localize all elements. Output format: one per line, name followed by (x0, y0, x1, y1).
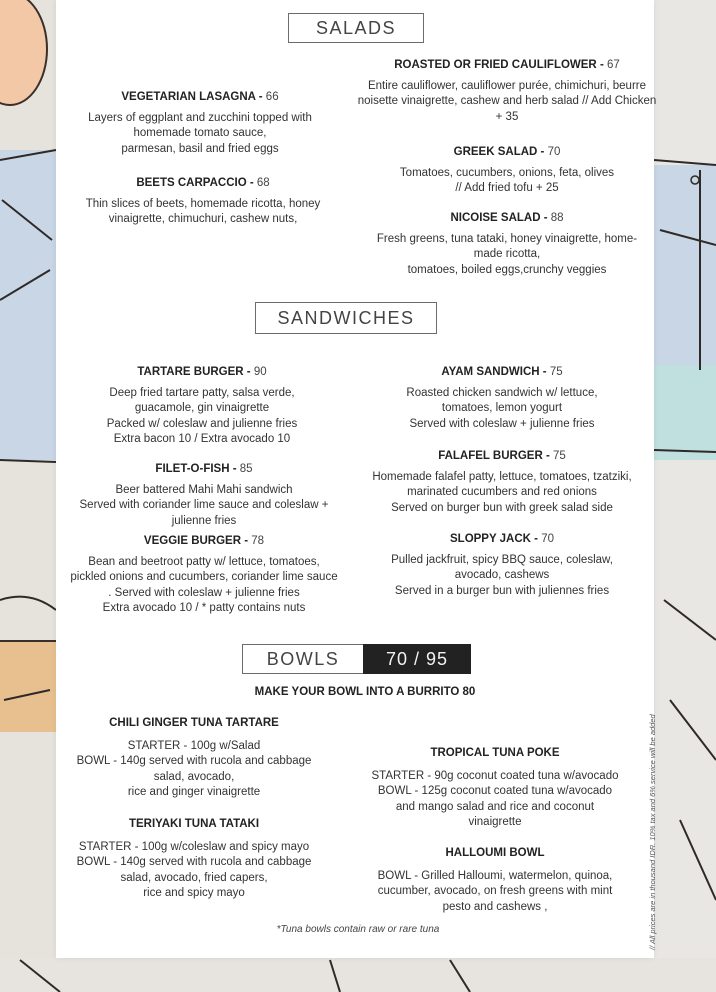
item-price: 78 (251, 535, 265, 547)
menu-item: ROASTED OR FRIED CAULIFLOWER - 67 Entire cauliflower, cauliflower purée, chimichuri, beurre noisette vinaigrette, cashew and herb salad // Add Chicken + 35 (356, 58, 658, 125)
sandwiches-footnote: Extra avocado 10 / * patty contains nuts (102, 602, 306, 614)
menu-item: BEETS CARPACCIO - 68 Thin slices of beets, homemade ricotta, honey vinaigrette, chimuchuri, cashew nuts, (68, 176, 338, 228)
item-description: BOWL - Grilled Halloumi, watermelon, quinoa, cucumber, avocado, on fresh greens with mint pesto and cashews , (377, 869, 613, 913)
item-name: AYAM SANDWICH (441, 366, 540, 378)
item-price: 85 (239, 463, 253, 475)
item-description: STARTER - 100g w/Salad BOWL - 140g served with rucola and cabbage salad, avocado, rice and ginger vinaigrette (76, 739, 312, 798)
menu-item: VEGETARIAN LASAGNA - 66 Layers of eggplant and zucchini topped with homemade tomato sauce, parmesan, basil and fried eggs (70, 90, 330, 157)
item-name: TROPICAL TUNA POKE (430, 747, 560, 759)
menu-item: NICOISE SALAD - 88 Fresh greens, tuna tataki, honey vinaigrette, home-made ricotta, tomatoes, boiled eggs,crunchy veggies (358, 211, 656, 278)
item-price: 75 (553, 450, 566, 462)
menu-item: GREEK SALAD - 70 Tomatoes, cucumbers, onions, feta, olives // Add fried tofu + 25 (382, 145, 632, 197)
item-description: Homemade falafel patty, lettuce, tomatoes, tzatziki, marinated cucumbers and red onions Served on burger bun with greek salad side (372, 470, 632, 514)
menu-item: FALAFEL BURGER - 75 Homemade falafel patty, lettuce, tomatoes, tzatziki, marinated cucumbers and red onions Served on burger bun with greek salad side (368, 449, 636, 516)
tuna-footnote: *Tuna bowls contain raw or rare tuna (276, 924, 440, 935)
item-name: GREEK SALAD (453, 146, 538, 158)
bowls-title: BOWLS (242, 644, 363, 674)
item-description: Entire cauliflower, cauliflower purée, chimichuri, beurre noisette vinaigrette, cashew and herb salad // Add Chicken + 35 (357, 79, 657, 123)
menu-item: AYAM SANDWICH - 75 Roasted chicken sandwich w/ lettuce, tomatoes, lemon yogurt Served with coleslaw + julienne fries (384, 365, 620, 432)
item-description: STARTER - 90g coconut coated tuna w/avocado BOWL - 125g coconut coated tuna w/avocado and mango salad and rice and coconut vinaigrette (371, 769, 619, 828)
item-name: CHILI GINGER TUNA TARTARE (109, 717, 279, 729)
menu-item (62, 716, 326, 801)
item-price: 88 (550, 212, 564, 224)
menu-item: FILET-O-FISH - 85 Beer battered Mahi Mahi sandwich Served with coriander lime sauce and coleslaw + julienne fries (66, 462, 342, 529)
item-price: 70 (547, 146, 561, 158)
item-description: Fresh greens, tuna tataki, honey vinaigrette, home-made ricotta, tomatoes, boiled eggs,crunchy veggies (376, 232, 638, 276)
item-description: Roasted chicken sandwich w/ lettuce, tomatoes, lemon yogurt Served with coleslaw + julienne fries (406, 386, 598, 430)
item-name: VEGETARIAN LASAGNA (121, 91, 256, 103)
sandwiches-heading: SANDWICHES (255, 302, 437, 334)
item-name: HALLOUMI BOWL (445, 847, 545, 859)
item-price: 90 (253, 366, 267, 378)
menu-item: SLOPPY JACK - 70 Pulled jackfruit, spicy BBQ sauce, coleslaw, avocado, cashews Served in a burger bun with juliennes fries (374, 532, 630, 599)
item-price: 68 (256, 177, 270, 189)
item-name: FILET-O-FISH (155, 463, 230, 475)
menu-item (362, 746, 628, 831)
item-description: Pulled jackfruit, spicy BBQ sauce, coleslaw, avocado, cashews Served in a burger bun with juliennes fries (391, 553, 613, 597)
item-price: 66 (265, 91, 279, 103)
item-description: Layers of eggplant and zucchini topped with homemade tomato sauce, parmesan, basil and fried eggs (88, 111, 312, 155)
item-description: Beer battered Mahi Mahi sandwich Served with coriander lime sauce and coleslaw + julienne fries (79, 483, 329, 527)
item-price: 75 (549, 366, 563, 378)
item-description: Tomatoes, cucumbers, onions, feta, olives // Add fried tofu + 25 (399, 166, 615, 194)
item-description: Thin slices of beets, homemade ricotta, honey vinaigrette, chimuchuri, cashew nuts, (85, 197, 321, 225)
bowls-heading (242, 644, 471, 674)
menu-item (362, 846, 628, 915)
item-price: 67 (606, 59, 620, 71)
bowls-price: 70 / 95 (363, 644, 471, 674)
item-description: Deep fried tartare patty, salsa verde, guacamole, gin vinaigrette Packed w/ coleslaw and julienne fries Extra bacon 10 / Extra avocado 10 (106, 386, 298, 445)
item-price: 70 (541, 533, 554, 545)
item-description: STARTER - 100g w/coleslaw and spicy mayo BOWL - 140g served with rucola and cabbage salad, avocado, fried capers, rice and spicy mayo (76, 840, 312, 899)
price-disclaimer: // All prices are in thousand IDR. 10% tax and 6% service will be added (648, 714, 657, 950)
salads-heading: SALADS (288, 13, 424, 43)
item-name: NICOISE SALAD (450, 212, 541, 224)
item-name: SLOPPY JACK (450, 533, 531, 545)
item-name: VEGGIE BURGER (143, 535, 242, 547)
item-description: Bean and beetroot patty w/ lettuce, tomatoes, pickled onions and cucumbers, coriander lime sauce . Served with coleslaw + julienne fries (70, 555, 338, 599)
item-name: FALAFEL BURGER (438, 450, 543, 462)
item-name: TARTARE BURGER (137, 366, 244, 378)
menu-item: VEGGIE BURGER - 78 Bean and beetroot patty w/ lettuce, tomatoes, pickled onions and cucumbers, coriander lime sauce . Served with coleslaw + julienne fries (66, 534, 342, 601)
item-name: ROASTED OR FRIED CAULIFLOWER (394, 59, 597, 71)
item-name: BEETS CARPACCIO (136, 177, 247, 189)
item-name: TERIYAKI TUNA TATAKI (128, 818, 260, 830)
burrito-note: MAKE YOUR BOWL INTO A BURRITO 80 (254, 686, 476, 698)
menu-item: TARTARE BURGER - 90 Deep fried tartare patty, salsa verde, guacamole, gin vinaigrette Packed w/ coleslaw and julienne fries Extra bacon 10 / Extra avocado 10 (84, 365, 320, 448)
menu-item (62, 817, 326, 902)
